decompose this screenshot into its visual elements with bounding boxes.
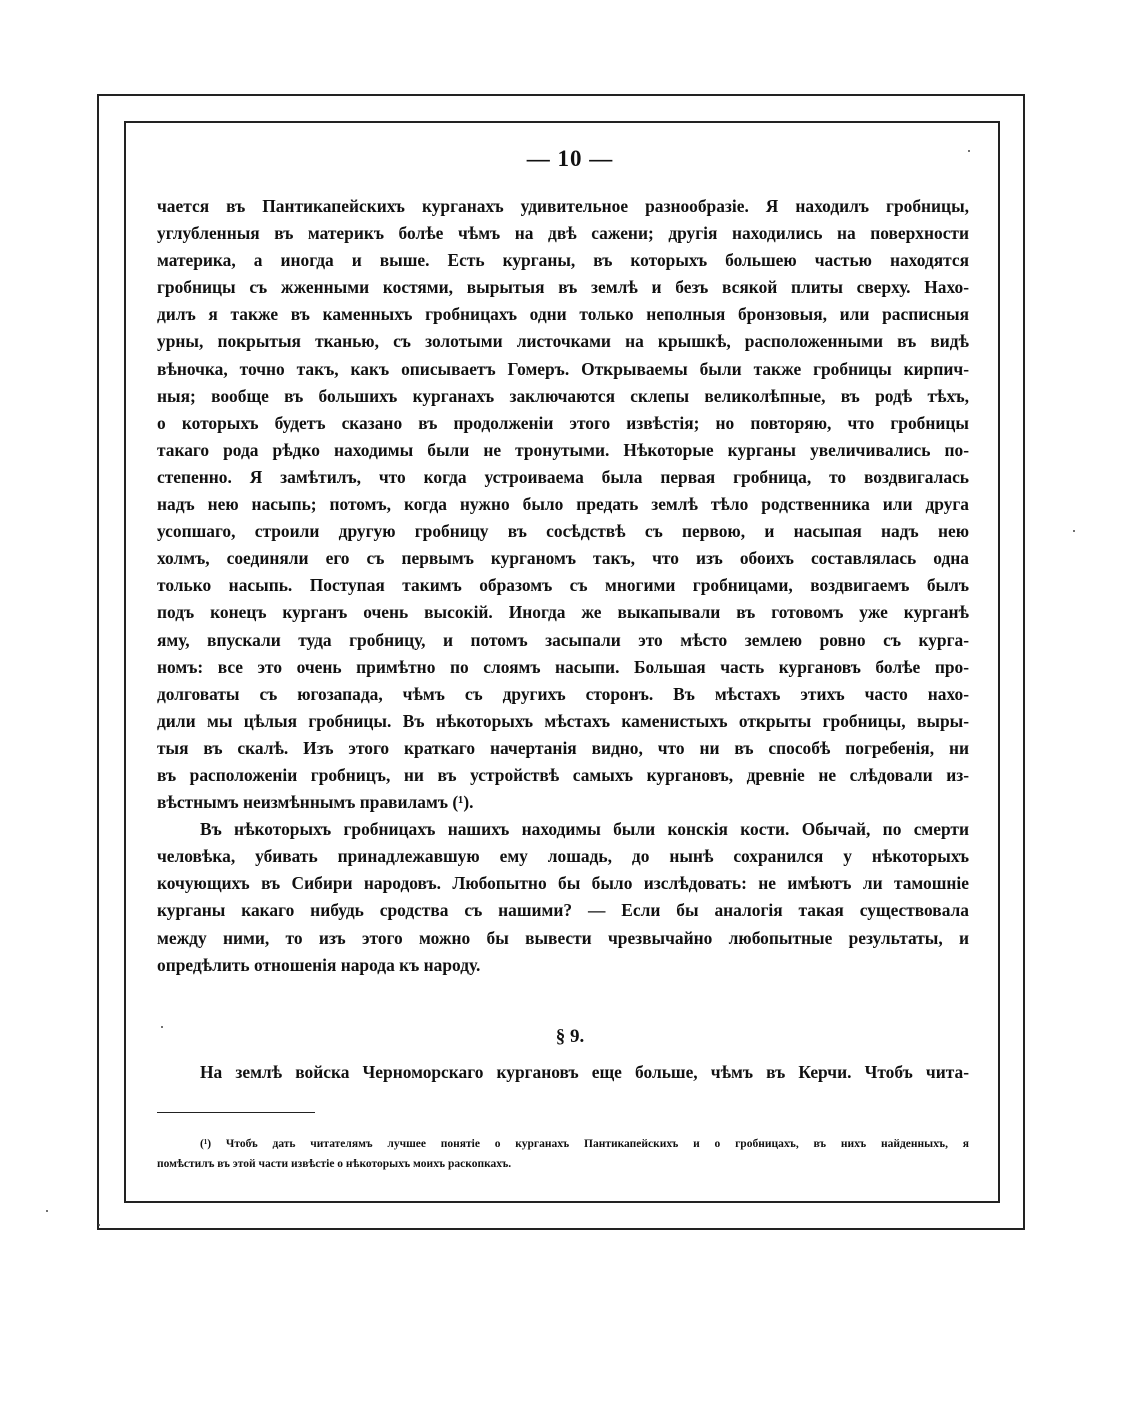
footnote (157, 1134, 969, 1174)
text-line: подъ конецъ курганъ очень высокій. Иногда же выкапывали въ готовомъ уже курганѣ (157, 602, 969, 623)
text-line: вѣстнымъ неизмѣннымъ правиламъ (¹). (157, 792, 474, 813)
text-line: номъ: все это очень примѣтно по слоямъ насыпи. Большая часть кургановъ болѣе про- (157, 656, 969, 677)
text-line: гробницы съ жженными костями, вырытыя въ землѣ и безъ всякой плиты сверху. Нахо- (157, 277, 969, 298)
text-line: курганы какаго нибудь сродства съ нашими? — Если бы аналогія такая существовала (157, 900, 969, 921)
page-number: — 10 — (526, 146, 614, 171)
text-line: только насыпь. Поступая такимъ образомъ съ многими гробницами, воздвигаемъ былъ (157, 575, 969, 596)
text-line: материка, а иногда и выше. Есть курганы, въ которыхъ большею частью находятся (157, 250, 969, 271)
text-line: углубленныя въ материкъ болѣе чѣмъ на двѣ сажени; другія находились на поверхности (157, 223, 969, 244)
footnote-line: (¹) Чтобъ дать читателямъ лучшее понятіе о курганахъ Пантикапейскихъ и о гробницахъ, въ нихъ найденныхъ, я (200, 1138, 969, 1150)
text-line: между ними, то изъ этого можно бы вывести чрезвычайно любопытные результаты, и (157, 927, 969, 948)
scan-speck (968, 150, 970, 152)
section-heading: § 9. (555, 1026, 585, 1047)
text-line: въ расположеніи гробницъ, ни въ устройствѣ самыхъ кургановъ, древніе не слѣдовали из- (157, 764, 969, 785)
text-line: чается въ Пантикапейскихъ курганахъ удивительное разнообразіе. Я находилъ гробницы, (157, 196, 969, 216)
text-line: вѣночка, точно такъ, какъ описываетъ Гомеръ. Открываемы были также гробницы кирпич- (157, 358, 969, 379)
text-line: дилъ я также въ каменныхъ гробницахъ одни только неполныя бронзовыя, или расписныя (157, 304, 969, 325)
text-line: тыя въ скалѣ. Изъ этого краткаго начертанія видно, что ни въ способѣ погребенія, ни (157, 737, 969, 758)
text-line: такаго рода рѣдко находимы были не тронутыми. Нѣкоторые курганы увеличивались по- (157, 439, 969, 460)
text-line: яму, впускали туда гробницу, и потомъ засыпали это мѣсто землею ровно съ курга- (157, 629, 969, 650)
text-line: дили мы цѣлыя гробницы. Въ нѣкоторыхъ мѣстахъ каменистыхъ открыты гробницы, выры- (157, 710, 969, 731)
section-first-line: На землѣ войска Черноморскаго кургановъ еще больше, чѣмъ въ Керчи. Чтобъ чита- (200, 1062, 969, 1082)
text-line: опредѣлить отношенія народа къ народу. (157, 954, 481, 975)
text-line: о которыхъ будетъ сказано въ продолженіи этого извѣстія; но повторяю, что гробницы (157, 412, 969, 433)
scan-speck (98, 1224, 100, 1226)
text-line: степенно. Я замѣтилъ, что когда устроиваема была первая гробница, то воздвигалась (157, 466, 969, 487)
text-line: надъ нею насыпь; потомъ, когда нужно было предать землѣ тѣло родственника или друга (157, 494, 969, 515)
scan-speck (1073, 530, 1075, 532)
text-line: усопшаго, строили другую гробницу въ сосѣдствѣ съ первою, и насыпая надъ нею (157, 521, 969, 542)
text-line: ныя; вообще въ большихъ курганахъ заключаются склепы великолѣпные, въ родѣ тѣхъ, (157, 385, 969, 406)
footnote-line: помѣстилъ въ этой части извѣстіе о нѣкоторыхъ моихъ раскопкахъ. (157, 1158, 512, 1170)
text-line: холмъ, соединяли его съ первымъ курганомъ такъ, что изъ обоихъ составлялась одна (157, 548, 969, 569)
body-text (157, 193, 969, 979)
scan-speck (46, 1210, 48, 1212)
text-line: человѣка, убивать принадлежавшую ему лошадь, до нынѣ сохранился у нѣкоторыхъ (157, 846, 969, 867)
footnote-rule (157, 1112, 315, 1113)
text-line: урны, покрытыя тканью, съ золотыми листочками на крышкѣ, расположенными въ видѣ (157, 331, 969, 352)
text-line: Въ нѣкоторыхъ гробницахъ нашихъ находимы были конскія кости. Обычай, по смерти (200, 819, 969, 840)
scan-speck (161, 1026, 163, 1028)
text-line: долговаты съ югозапада, чѣмъ съ другихъ сторонъ. Въ мѣстахъ этихъ часто нахо- (157, 683, 969, 704)
text-line: кочующихъ въ Сибири народовъ. Любопытно бы было изслѣдовать: не имѣютъ ли тамошніе (157, 873, 969, 894)
